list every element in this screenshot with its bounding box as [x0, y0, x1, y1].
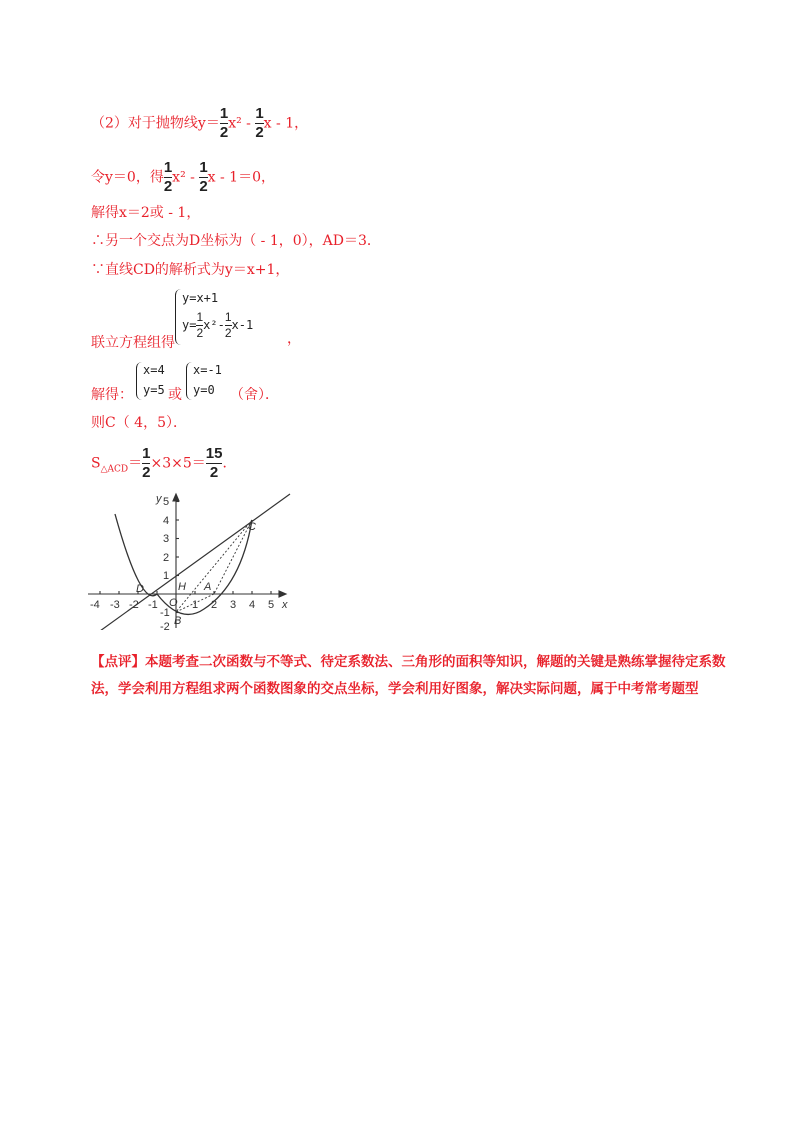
y-tick-label: 3 — [163, 533, 170, 545]
solution-1-y: y=5 — [143, 383, 165, 397]
text-segment: ． — [222, 455, 237, 472]
y-axis-label: y — [156, 493, 162, 505]
review-note: 【点评】本题考查二次函数与不等式、待定系数法、三角形的面积等知识，解题的关键是熟练掌握待定系数法，学会利用方程组求两个函数图象的交点坐标，学会利用好图象，解决实际问题，属于中考常考题型 — [91, 654, 726, 697]
fraction: $\frac{1}{2}$ — [219, 105, 229, 141]
y-tick-label: 2 — [163, 552, 170, 564]
y-tick-label: 4 — [163, 515, 170, 527]
solution-2-x: x=-1 — [193, 363, 222, 377]
fraction: $\frac{1}{2}$ — [163, 159, 173, 195]
x-tick-label: -2 — [129, 599, 139, 611]
text-segment: 令 — [91, 169, 105, 186]
solution-line-6-suffix: ， — [287, 331, 301, 347]
fraction: $\frac{1}{2}$ — [142, 445, 151, 481]
point-label-a: A — [204, 581, 212, 593]
origin-label: O — [169, 597, 178, 609]
subscript: △ACD — [100, 464, 129, 475]
x-tick-label: 1 — [192, 599, 199, 611]
y-axis-arrow — [173, 494, 179, 501]
text-segment: x² - — [172, 169, 200, 186]
solution-1-x: x=4 — [143, 363, 165, 377]
text-segment: ＝ — [128, 455, 143, 472]
equation-1: y=x+1 — [182, 291, 219, 305]
solution-line-9 — [91, 446, 236, 481]
text-segment: ×3×5＝ — [150, 455, 206, 472]
y-tick-label: -1 — [160, 607, 170, 619]
text-segment: y＝0，得 — [105, 169, 164, 186]
x-tick-label: 4 — [249, 599, 256, 611]
solution-line-7-suffix: （舍）． — [230, 387, 279, 403]
dotted-ca — [214, 520, 252, 594]
fraction: $\frac{1}{2}$ — [199, 159, 208, 195]
text-segment: （2）对于抛物线 — [91, 115, 198, 132]
or-word: 或 — [168, 387, 182, 403]
x-tick-label: -1 — [148, 599, 158, 611]
point-label-c: C — [248, 521, 256, 533]
x-axis-label: x — [282, 599, 288, 611]
x-tick-label: 5 — [268, 599, 275, 611]
point-label-h: H — [178, 581, 186, 593]
x-axis-arrow — [279, 591, 286, 597]
text-segment: x - 1， — [263, 115, 309, 132]
point-label-b: B — [174, 615, 182, 627]
fraction: $\frac{15}{2}$ — [205, 445, 223, 481]
solution-line-5: ∵直线CD的解析式为y＝x+1， — [91, 262, 290, 278]
equation-2: y= $\frac{1}{2}$ x²- $\frac{1}{2}$ x-1 — [182, 310, 254, 340]
point-label-d: D — [136, 583, 144, 595]
text-segment: S — [91, 455, 101, 472]
y-tick-label: -2 — [160, 621, 170, 630]
solution-line-8: 则C（ 4，5）． — [91, 415, 187, 431]
solution-2-y: y=0 — [193, 383, 215, 397]
fraction: $\frac{1}{2}$ — [255, 105, 264, 141]
x-tick-label: 3 — [230, 599, 237, 611]
solution-line-3: 解得x＝2或 - 1， — [91, 205, 201, 221]
solution-line-6-prefix: 联立方程组得 — [91, 335, 175, 351]
y-tick-label: 5 — [163, 496, 170, 508]
text-segment: x - 1＝0， — [207, 169, 275, 186]
solution-line-4: ∴另一个交点为D坐标为（ - 1，0），AD＝3． — [91, 233, 381, 249]
solution-line-2 — [91, 160, 275, 195]
x-tick-label: -3 — [110, 599, 120, 611]
x-tick-label: 2 — [211, 599, 218, 611]
y-tick-label: 1 — [163, 570, 170, 582]
text-segment: x² - — [228, 115, 256, 132]
text-segment: y＝ — [197, 115, 220, 132]
function-graph — [86, 490, 296, 630]
solution-line-7-prefix: 解得： — [91, 387, 133, 403]
solution-line-1 — [91, 106, 308, 141]
x-tick-label: -4 — [90, 599, 100, 611]
